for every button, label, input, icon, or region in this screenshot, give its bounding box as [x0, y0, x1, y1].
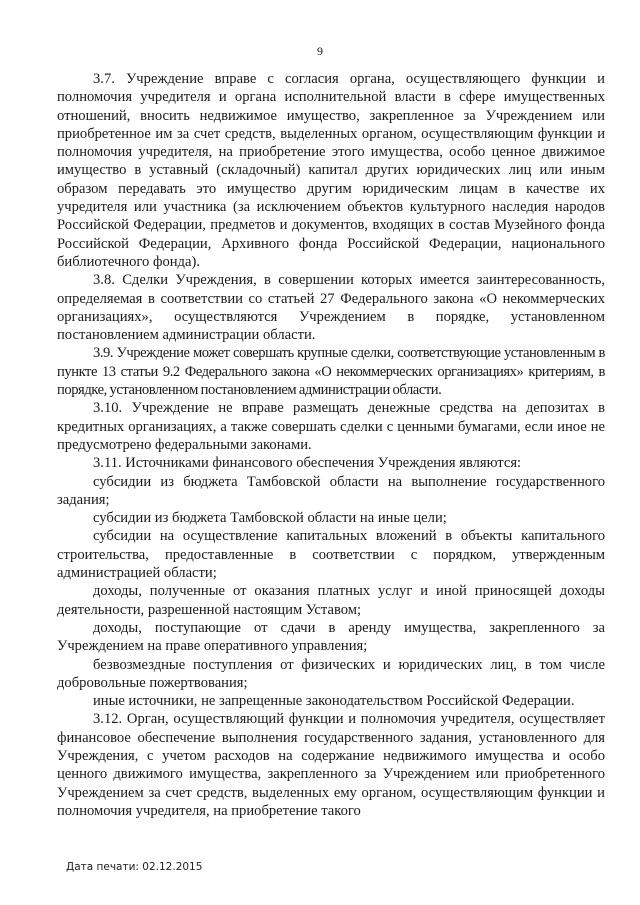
paragraph-3-12: 3.12. Орган, осуществляющий функции и полномочия учредителя, осуществляет финансовое обеспечение выполнения государственного задания, установленного для Учреждения, с учетом расходов на содержание недвижимого имущества и особо ценного движимого имущества, закрепленного за Учреждением или приобретенного Учреждением за счет средств, выделенных ему органом, осуществляющим функции и полномочия учредителя, на приобретение такого	[57, 711, 605, 819]
paragraph-3-11: 3.11. Источниками финансового обеспечения Учреждения являются:	[93, 455, 522, 472]
list-item: безвозмездные поступления от физических и юридических лиц, в том числе добровольные пожертвования;	[57, 656, 605, 691]
list-item: субсидии из бюджета Тамбовской области на выполнение государственного задания;	[57, 473, 605, 508]
list-item: иные источники, не запрещенные законодательством Российской Федерации.	[93, 693, 575, 710]
list-item: субсидии из бюджета Тамбовской области на иные цели;	[93, 510, 447, 527]
document-body	[57, 70, 605, 820]
print-date-footer: Дата печати: 02.12.2015	[66, 861, 203, 873]
paragraph-3-7: 3.7. Учреждение вправе с согласия органа, осуществляющего функции и полномочия учредителя и органа исполнительной власти в сфере имущественных отношений, вносить недвижимое имущество, закрепленное за Учреждением или приобретенное им за счет средств, выделенных органом, осуществляющим функции и полномочия учредителя, на приобретение этого имущества, особо ценное движимое имущество в уставный (складочный) капитал других юридических лиц или иным образом передавать это имущество другим юридическим лицам в качестве их учредителя или участника (за исключением объектов культурного наследия народов Российской Федерации, предметов и документов, входящих в состав Музейного фонда Российской Федерации, Архивного фонда Российской Федерации, национального библиотечного фонда).	[57, 71, 605, 270]
page-number: 9	[317, 44, 323, 58]
list-item: доходы, полученные от оказания платных услуг и иной приносящей доходы деятельности, разрешенной настоящим Уставом;	[57, 583, 605, 618]
list-item: субсидии на осуществление капитальных вложений в объекты капитального строительства, предоставленные в соответствии с порядком, утвержденным администрацией области;	[57, 528, 605, 582]
paragraph-3-9: 3.9. Учреждение может совершать крупные сделки, соответствующие установленным в пункте 13 статьи 9.2 Федерального закона «О некоммерческих организациях» критериям, в порядке, установленном постановлением администрации области.	[57, 345, 605, 399]
paragraph-3-10: 3.10. Учреждение не вправе размещать денежные средства на депозитах в кредитных организациях, а также совершать сделки с ценными бумагами, если иное не предусмотрено федеральными законами.	[57, 400, 605, 453]
list-item: доходы, поступающие от сдачи в аренду имущества, закрепленного за Учреждением на праве оперативного управления;	[57, 619, 605, 655]
paragraph-3-8: 3.8. Сделки Учреждения, в совершении которых имеется заинтересованность, определяемая в соответствии со статьей 27 Федерального закона «О некоммерческих организациях», осуществляются Учреждением в порядке, установленном постановлением администрации области.	[57, 272, 605, 344]
